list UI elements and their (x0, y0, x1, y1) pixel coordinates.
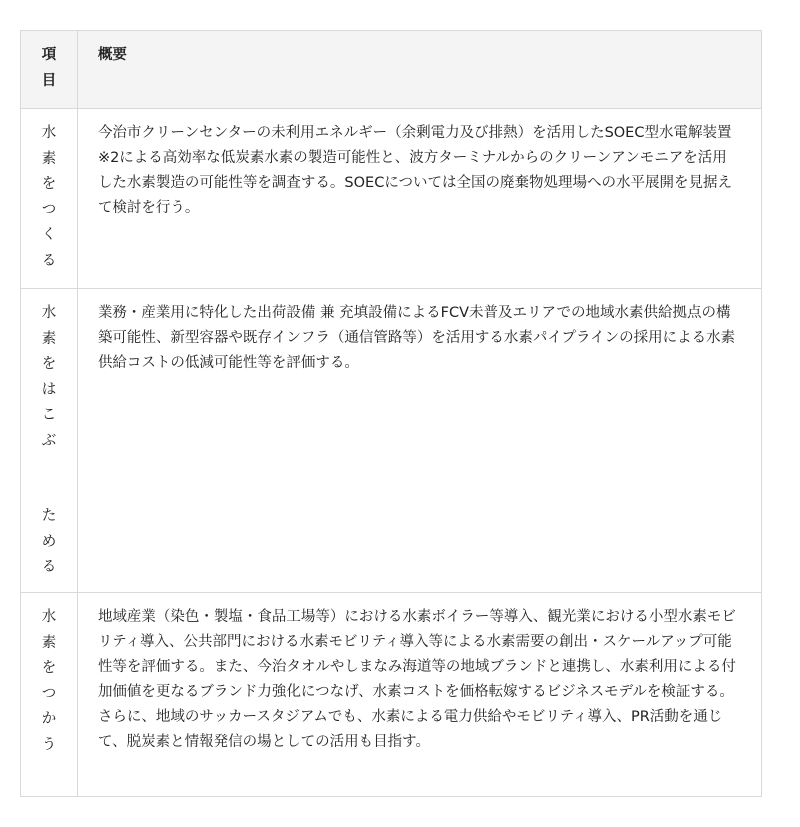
row-summary-text: 地域産業（染色・製塩・食品工場等）における水素ボイラー等導入、観光業における小型水素モビリティ導入、公共部門における水素モビリティ導入等による水素需要の創出・スケールアップ可能性等を評価する。また、今治タオルやしまなみ海道等の地域ブランドと連携し、水素利用による付加価値を更なるブランド力強化につなげ、水素コストを価格転嫁するビジネスモデルを検証する。さらに、地域のサッカースタジアムでも、水素による電力供給やモビリティ導入、PR活動を通じて、脱炭素と情報発信の場としての活用も目指す。 (97, 609, 736, 750)
header-summary-cell (77, 31, 761, 109)
row-summary-text: 今治市クリーンセンターの未利用エネルギー（余剰電力及び排熱）を活用したSOEC型水電解装置※2による高効率な低炭素水素の製造可能性と、波方ターミナルからのクリーンアンモニアを活用した水素製造の可能性等を調査する。SOECについては全国の廃棄物処理場への水平展開を見据えて検討を行う。 (97, 125, 733, 216)
row-item-label: 水素をつかう (41, 609, 57, 753)
row-item-label: 水素をつくる (41, 125, 57, 269)
header-summary-label: 概要 (97, 47, 127, 63)
row-item-label: 水素をはこぶ (41, 305, 57, 449)
row-item-cell (21, 289, 78, 593)
table-row (21, 593, 762, 797)
row-summary-cell (77, 593, 761, 797)
header-item-cell (21, 31, 78, 109)
project-table (20, 30, 762, 797)
table-header-row (21, 31, 762, 109)
table-row (21, 289, 762, 593)
row-item-extra-label: ためる (41, 508, 57, 575)
row-item-cell (21, 109, 78, 289)
row-summary-text: 業務・産業用に特化した出荷設備 兼 充填設備によるFCV未普及エリアでの地域水素供給拠点の構築可能性、新型容器や既存インフラ（通信管路等）を活用する水素パイプラインの採用による水素供給コストの低減可能性等を評価する。 (97, 305, 736, 371)
row-summary-cell (77, 109, 761, 289)
header-item-label: 項目 (41, 47, 57, 89)
row-summary-cell (77, 289, 761, 593)
row-item-cell (21, 593, 78, 797)
table-row (21, 109, 762, 289)
